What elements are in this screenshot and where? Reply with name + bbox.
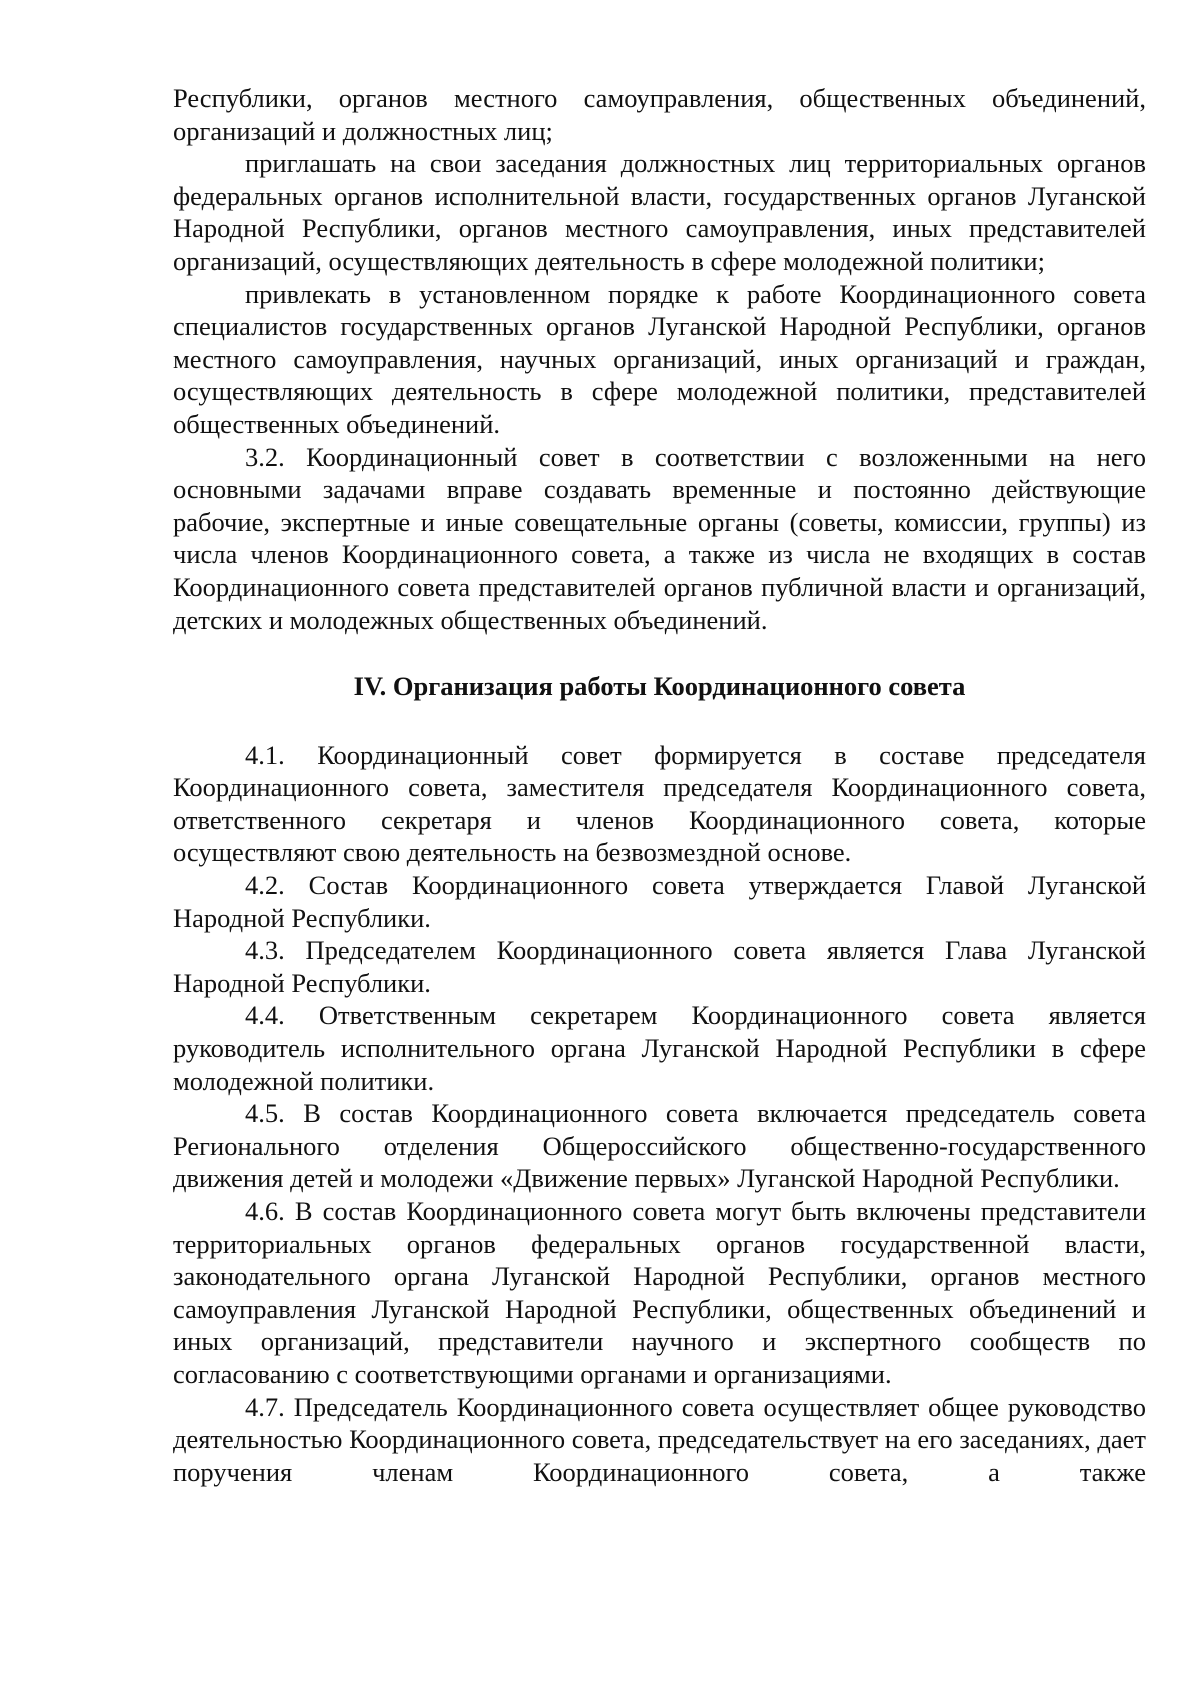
paragraph-invite-officials: приглашать на свои заседания должностных лиц территориальных органов федеральных органов исполнительной власти, государственных органов Луганской Народной Республики, органов местного самоуправления, иных представителей организаций, осуществляющих деятельность в сфере молодежной политики; bbox=[173, 148, 1146, 276]
paragraph-4-2: 4.2. Состав Координационного совета утверждается Главой Луганской Народной Республики. bbox=[173, 870, 1146, 933]
paragraph-3-2: 3.2. Координационный совет в соответствии с возложенными на него основными задачами вправе создавать временные и постоянно действующие рабочие, экспертные и иные совещательные органы (советы, комиссии, группы) из числа членов Координационного совета, а также из числа не входящих в состав Координационного совета представителей органов публичной власти и организаций, детских и молодежных общественных объединений. bbox=[173, 441, 1146, 635]
paragraph-continuation: Республики, органов местного самоуправления, общественных объединений, организаций и должностных лиц; bbox=[173, 83, 1146, 146]
paragraph-4-4: 4.4. Ответственным секретарем Координационного совета является руководитель исполнительного органа Луганской Народной Республики в сфере молодежной политики. bbox=[173, 1000, 1146, 1096]
section-heading: IV. Организация работы Координационного совета bbox=[353, 671, 966, 702]
document-page bbox=[173, 82, 1146, 1488]
paragraph-4-3: 4.3. Председателем Координационного совета является Глава Луганской Народной Республики. bbox=[173, 935, 1146, 998]
paragraph-4-6: 4.6. В состав Координационного совета могут быть включены представители территориальных органов федеральных органов государственной власти, законодательного органа Луганской Народной Республики, органов местного самоуправления Луганской Народной Республики, общественных объединений и иных организаций, представители научного и экспертного сообществ по согласованию с соответствующими органами и организациями. bbox=[173, 1196, 1146, 1389]
paragraph-4-5: 4.5. В состав Координационного совета включается председатель совета Регионального отделения Общероссийского общественно-государственного движения детей и молодежи «Движение первых» Луганской Народной Республики. bbox=[173, 1098, 1146, 1194]
paragraph-4-7: 4.7. Председатель Координационного совета осуществляет общее руководство деятельностью Координационного совета, председательствует на его заседаниях, дает поручения членам Координационного совета, а также bbox=[173, 1391, 1146, 1487]
paragraph-4-1: 4.1. Координационный совет формируется в составе председателя Координационного совета, заместителя председателя Координационного совета, ответственного секретаря и членов Координационного совета, которые осуществляют свою деятельность на безвозмездной основе. bbox=[173, 739, 1146, 868]
paragraph-involve-specialists: привлекать в установленном порядке к работе Координационного совета специалистов государственных органов Луганской Народной Республики, органов местного самоуправления, научных организаций, иных организаций и граждан, осуществляющих деятельность в сфере молодежной политики, представителей общественных объединений. bbox=[173, 278, 1146, 439]
